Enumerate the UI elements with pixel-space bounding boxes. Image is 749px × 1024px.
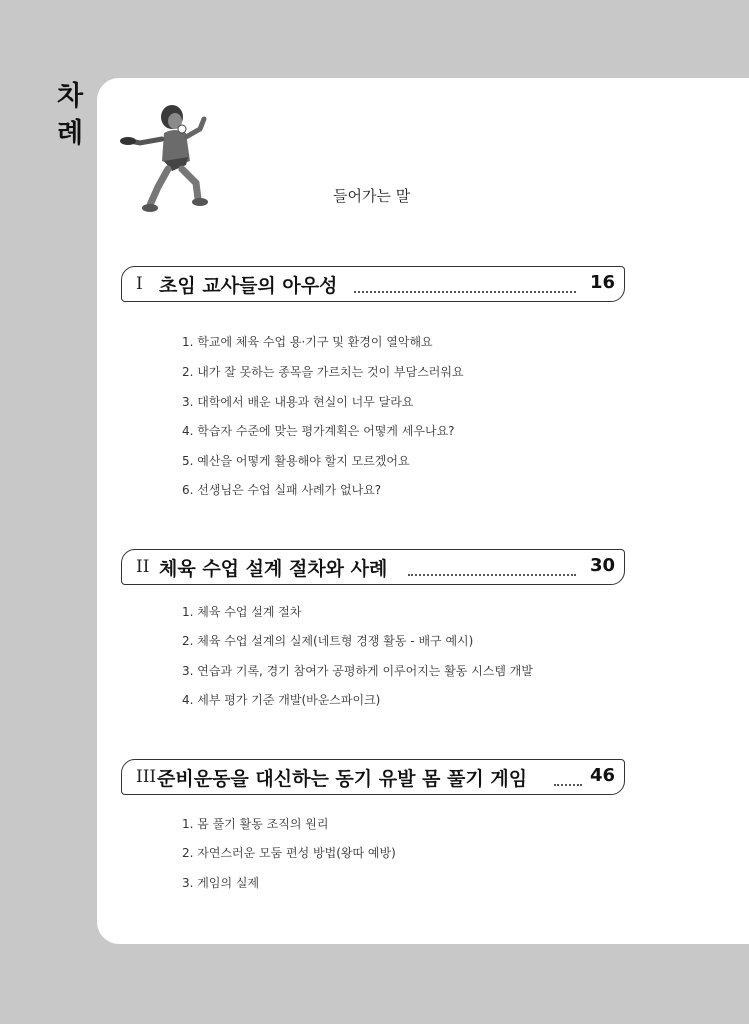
chapter-3-page: 46 xyxy=(589,765,615,786)
chapter-2-item[interactable]: 1. 체육 수업 설계 절차 xyxy=(182,605,302,619)
chapter-1-header[interactable] xyxy=(121,266,625,302)
chapter-2-page: 30 xyxy=(589,555,615,576)
dot-leader xyxy=(554,764,582,786)
chapter-1-item[interactable]: 6. 선생님은 수업 실패 사례가 없나요? xyxy=(182,483,382,497)
chapter-1-number: I xyxy=(136,274,143,294)
chapter-1-title: 초임 교사들의 아우성 xyxy=(159,275,338,297)
dot-leader xyxy=(354,271,576,293)
table-tennis-player-illustration xyxy=(120,95,220,215)
contents-heading xyxy=(55,78,85,152)
chapter-1-item[interactable]: 1. 학교에 체육 수업 용·기구 및 환경이 열악해요 xyxy=(182,335,433,349)
chapter-2-item[interactable]: 4. 세부 평가 기준 개발(바운스파이크) xyxy=(182,693,381,707)
chapter-2-title: 체육 수업 설계 절차와 사례 xyxy=(159,558,388,580)
chapter-2-header[interactable] xyxy=(121,549,625,585)
chapter-1-item[interactable]: 3. 대학에서 배운 내용과 현실이 너무 달라요 xyxy=(182,395,414,409)
chapter-1-item[interactable]: 2. 내가 잘 못하는 종목을 가르치는 것이 부담스러워요 xyxy=(182,365,464,379)
chapter-2-item[interactable]: 3. 연습과 기록, 경기 참여가 공평하게 이루어지는 활동 시스템 개발 xyxy=(182,664,533,678)
intro-title[interactable]: 들어가는 말 xyxy=(333,187,411,205)
chapter-1-item[interactable]: 5. 예산을 어떻게 활용해야 할지 모르겠어요 xyxy=(182,454,410,468)
chapter-3-item[interactable]: 3. 게임의 실제 xyxy=(182,876,260,890)
contents-heading-char-1: 차 xyxy=(56,81,84,112)
chapter-3-item[interactable]: 1. 몸 풀기 활동 조직의 원리 xyxy=(182,817,329,831)
chapter-3-header[interactable] xyxy=(121,759,625,795)
chapter-3-title: 준비운동을 대신하는 동기 유발 몸 풀기 게임 xyxy=(157,768,528,790)
chapter-2-item[interactable]: 2. 체육 수업 설계의 실제(네트형 경쟁 활동 - 배구 예시) xyxy=(182,634,474,648)
chapter-2-number: II xyxy=(136,557,150,577)
chapter-3-item[interactable]: 2. 자연스러운 모둠 편성 방법(왕따 예방) xyxy=(182,846,396,860)
dot-leader xyxy=(408,554,576,576)
chapter-1-item[interactable]: 4. 학습자 수준에 맞는 평가계획은 어떻게 세우나요? xyxy=(182,424,455,438)
contents-heading-char-2: 례 xyxy=(56,118,84,149)
chapter-1-page: 16 xyxy=(589,272,615,293)
chapter-3-number: III xyxy=(136,767,157,787)
